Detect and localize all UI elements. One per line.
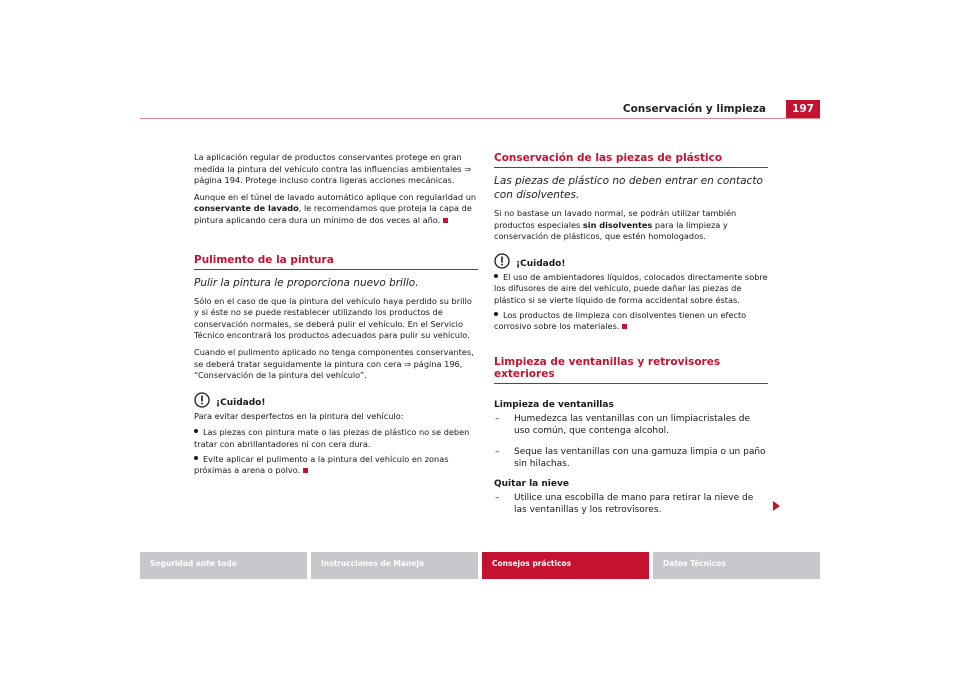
caution-icon — [494, 253, 510, 269]
list-item-text: Humedezca las ventanillas con un limpiacristales de uso común, que contenga alcohol. — [514, 413, 751, 437]
bullet-icon — [494, 274, 498, 278]
caution-bullet-text: Evite aplicar el pulimento a la pintura del vehículo en zonas próximas a arena o polvo. — [194, 453, 449, 476]
intro-p2-bold: conservante de lavado — [194, 203, 299, 214]
bullet-icon — [194, 429, 198, 433]
plastic-paragraph — [494, 208, 768, 243]
left-column — [194, 152, 478, 480]
footer-tab-practical-tips[interactable]: Consejos prácticos — [482, 552, 649, 579]
dash-marker: – — [495, 413, 500, 424]
dash-marker: – — [495, 446, 500, 457]
plastic-text-b: para la limpieza y conservación de plásticos, que estén homologados. — [494, 219, 728, 242]
caution-header — [194, 392, 478, 408]
polish-paragraph-2: Cuando el pulimento aplicado no tenga componentes conservantes, se deberá tratar seguidamente la pintura con cera ⇒ página 196, “Conservación de la pintura del vehículo”. — [194, 346, 474, 381]
section-title-plastic: Conservación de las piezas de plástico — [494, 152, 768, 168]
page-number: 197 — [786, 100, 820, 119]
caution-bullet — [494, 310, 768, 333]
list-item — [494, 413, 768, 438]
snow-heading: Quitar la nieve — [494, 478, 569, 489]
footer-tab-safety[interactable]: Seguridad ante todo — [140, 552, 307, 579]
plastic-bold: sin disolventes — [582, 219, 653, 230]
intro-paragraph-1: La aplicación regular de productos conservantes protege en gran medida la pintura del vehículo contra las influencias ambientales ⇒ página 194. Protege incluso contra ligeras acciones mecánicas. — [194, 152, 471, 186]
windows-heading: Limpieza de ventanillas — [494, 399, 614, 410]
caution-bullet — [494, 272, 768, 307]
caution-title: ¡Cuidado! — [516, 258, 566, 269]
caution-bullet-text: El uso de ambientadores líquidos, colocados directamente sobre los difusores de aire del vehículo, puede dañar las piezas de plástico si se vierte líquido de forma accidental sobre éstas. — [494, 271, 768, 305]
caution-intro: Para evitar desperfectos en la pintura del vehículo: — [194, 410, 404, 421]
section-subtitle-polish: Pulir la pintura le proporciona nuevo brillo. — [194, 276, 419, 289]
section-end-icon — [622, 324, 627, 329]
footer-tab-operation[interactable]: Instrucciones de Manejo — [311, 552, 478, 579]
list-item — [494, 446, 768, 471]
intro-p2-text-b: , le recomendamos que proteja la capa de pintura aplicando cera dura un mínimo de dos veces al año. — [194, 203, 472, 225]
header-divider — [140, 118, 820, 119]
caution-icon — [194, 392, 210, 408]
caution-bullet-text: Los productos de limpieza con disolventes tienen un efecto corrosivo sobre los materiales. — [494, 309, 747, 332]
polish-paragraph-1: Sólo en el caso de que la pintura del vehículo haya perdido su brillo y si éste no se puede restablecer utilizando los productos de conservación normales, se deberá pulir el vehículo. En el Servicio Técnico encontrará los productos adecuados para pulir su vehículo. — [194, 295, 472, 341]
section-subtitle-plastic: Las piezas de plástico no deben entrar en contacto con disolventes. — [494, 175, 763, 201]
next-page-arrow-icon[interactable] — [773, 501, 780, 511]
section-end-icon — [443, 218, 448, 223]
section-end-icon — [303, 468, 308, 473]
list-item — [494, 492, 768, 517]
caution-header — [494, 253, 768, 269]
caution-title: ¡Cuidado! — [216, 397, 266, 408]
list-item-text: Utilice una escobilla de mano para retirar la nieve de las ventanillas y los retrovisores. — [514, 492, 754, 516]
section-title-polish: Pulimento de la pintura — [194, 254, 478, 270]
plastic-text-a: Si no bastase un lavado normal, se podrán utilizar también productos especiales — [494, 208, 737, 230]
caution-bullet — [194, 427, 478, 450]
right-column — [494, 152, 768, 525]
footer-tab-technical-data[interactable]: Datos Técnicos — [653, 552, 820, 579]
bullet-icon — [494, 312, 498, 316]
intro-p2-text-a: Aunque en el túnel de lavado automático aplique con regularidad un — [194, 191, 477, 202]
chapter-title: Conservación y limpieza — [622, 103, 766, 115]
bullet-icon — [194, 456, 198, 460]
caution-bullet — [194, 454, 478, 477]
section-title-windows: Limpieza de ventanillas y retrovisores exteriores — [494, 356, 768, 384]
intro-paragraph-2 — [194, 192, 478, 227]
caution-bullet-text: Las piezas con pintura mate o las piezas de plástico no se deben tratar con abrillantadores ni con cera dura. — [194, 427, 470, 449]
dash-marker: – — [495, 492, 500, 503]
list-item-text: Seque las ventanillas con una gamuza limpia o un paño sin hilachas. — [514, 446, 766, 470]
